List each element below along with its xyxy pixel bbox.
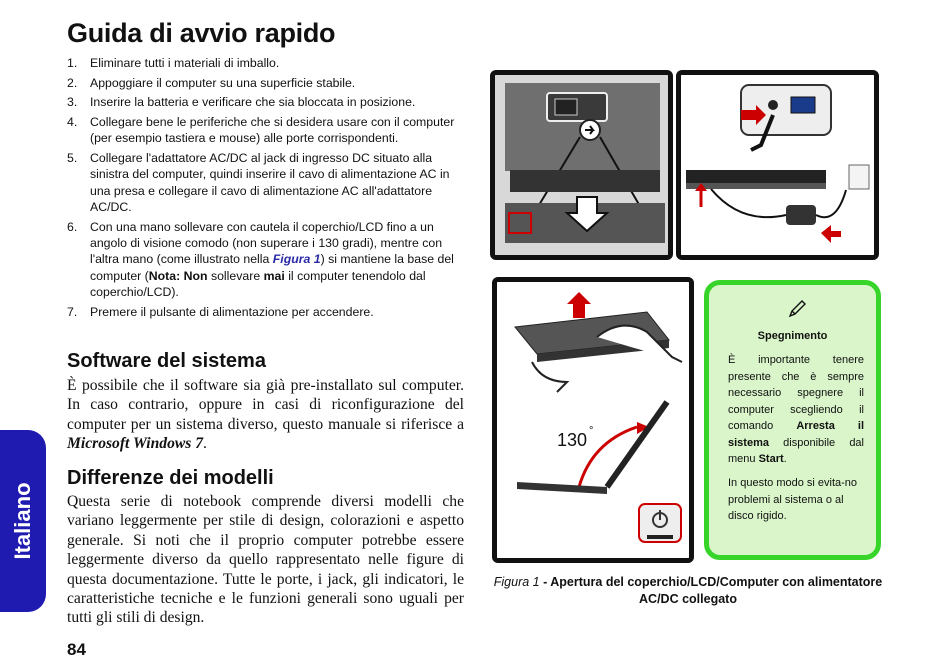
steps-list <box>67 55 465 323</box>
page-title: Guida di avvio rapido <box>67 18 336 48</box>
step-item <box>67 94 465 110</box>
note-command: Arresta il sistema <box>728 420 864 449</box>
note-title: Spegnimento <box>757 330 828 342</box>
emphasis-mai: mai <box>263 268 285 283</box>
step-text: sollevare <box>207 268 264 283</box>
os-name: Microsoft Windows 7 <box>67 435 204 453</box>
step-text: il computer tenendolo dal coperchio/LCD). <box>90 268 426 300</box>
step-text: Collegare l'adattatore AC/DC al jack di ingresso DC situato alla sinistra del computer, quindi inserire il cavo di alimentazione AC in una presa e collegare il cavo di alimentazione AC all'adattatore AC/DC. <box>90 150 450 214</box>
note-text: disponibile dal menu <box>728 436 864 465</box>
lid-opening-illustration <box>497 282 689 558</box>
step-number: 4. <box>67 114 78 129</box>
step-item <box>67 55 465 71</box>
note-text: È importante tenere presente che è sempre necessario spegnere il computer scegliendo il comando <box>728 354 864 432</box>
pencil-icon <box>787 299 807 319</box>
step-item <box>67 219 465 301</box>
step-text: Eliminare tutti i materiali di imballo. <box>90 56 280 70</box>
note-text: . <box>783 453 787 465</box>
note-paragraph-2: In questo modo si evita-no problemi al sistema o al disco rigido. <box>728 477 858 522</box>
angle-unit: ° <box>589 425 594 437</box>
step-number: 2. <box>67 75 78 90</box>
power-connection-panel <box>676 70 879 260</box>
shutdown-note-box <box>704 280 881 560</box>
models-paragraph: Questa serie di notebook comprende diversi modelli che variano leggermente per stile di design, colorazioni e aspetto generale. Si noti che il proprio computer potrebbe essere leggermente diverso da quello rappresentato nelle figure di questa documentazione. Tutte le porte, i jack, gli indicatori, le caratteristiche tecniche e le funzioni generali sono uguali per tutti gli stili di design. <box>67 493 464 627</box>
step-number: 5. <box>67 150 78 165</box>
step-number: 7. <box>67 304 78 319</box>
language-tab-label: Italiano <box>10 482 35 560</box>
step-item <box>67 75 465 91</box>
caption-text: - Apertura del coperchio/LCD/Computer con alimentatore AC/DC collegato <box>539 575 883 606</box>
angle-value: 130 <box>557 430 588 450</box>
software-heading: Software del sistema <box>67 350 266 372</box>
step-number: 1. <box>67 56 78 70</box>
step-item <box>67 114 465 147</box>
note-paragraph <box>728 352 864 468</box>
page-number: 84 <box>67 640 86 659</box>
note-start-menu: Start <box>758 453 784 465</box>
figure-reference-link[interactable]: Figura 1 <box>272 252 321 267</box>
step-text: Inserire la batteria e verificare che sia bloccata in posizione. <box>90 95 416 110</box>
figure-caption <box>492 574 884 608</box>
battery-illustration <box>495 75 668 255</box>
step-text: Premere il pulsante di alimentazione per accendere. <box>90 304 374 319</box>
software-text-end: . <box>203 435 207 453</box>
step-number: 3. <box>67 95 78 110</box>
step-text: Collegare bene le periferiche che si desidera usare con il computer (per esempio tastiera e mouse) alle porte corrispondenti. <box>90 114 455 146</box>
language-tab <box>0 430 46 612</box>
step-item <box>67 304 465 320</box>
caption-label: Figura 1 <box>493 575 540 589</box>
software-text: È possibile che il software sia già pre-installato sul computer. In caso contrario, oppure in casi di riconfigurazione del computer per un sistema diverso, questo manuale si riferisce a <box>67 377 464 433</box>
software-paragraph <box>67 376 464 454</box>
step-text: Con una mano sollevare con cautela il coperchio/LCD fino a un angolo di visione comodo (non superare i 130 gradi), mentre con l'altra mano (come illustrato nella <box>90 219 443 267</box>
step-text: ) si mantiene la base del computer ( <box>90 252 454 283</box>
battery-illustration-panel <box>490 70 673 260</box>
step-text: Appoggiare il computer su una superficie stabile. <box>90 75 356 90</box>
note-label: Nota: Non <box>148 268 208 283</box>
power-connection-illustration <box>681 75 874 255</box>
step-item <box>67 150 465 216</box>
models-heading: Differenze dei modelli <box>67 467 274 489</box>
lid-opening-panel <box>492 277 694 563</box>
step-number: 6. <box>67 219 78 234</box>
